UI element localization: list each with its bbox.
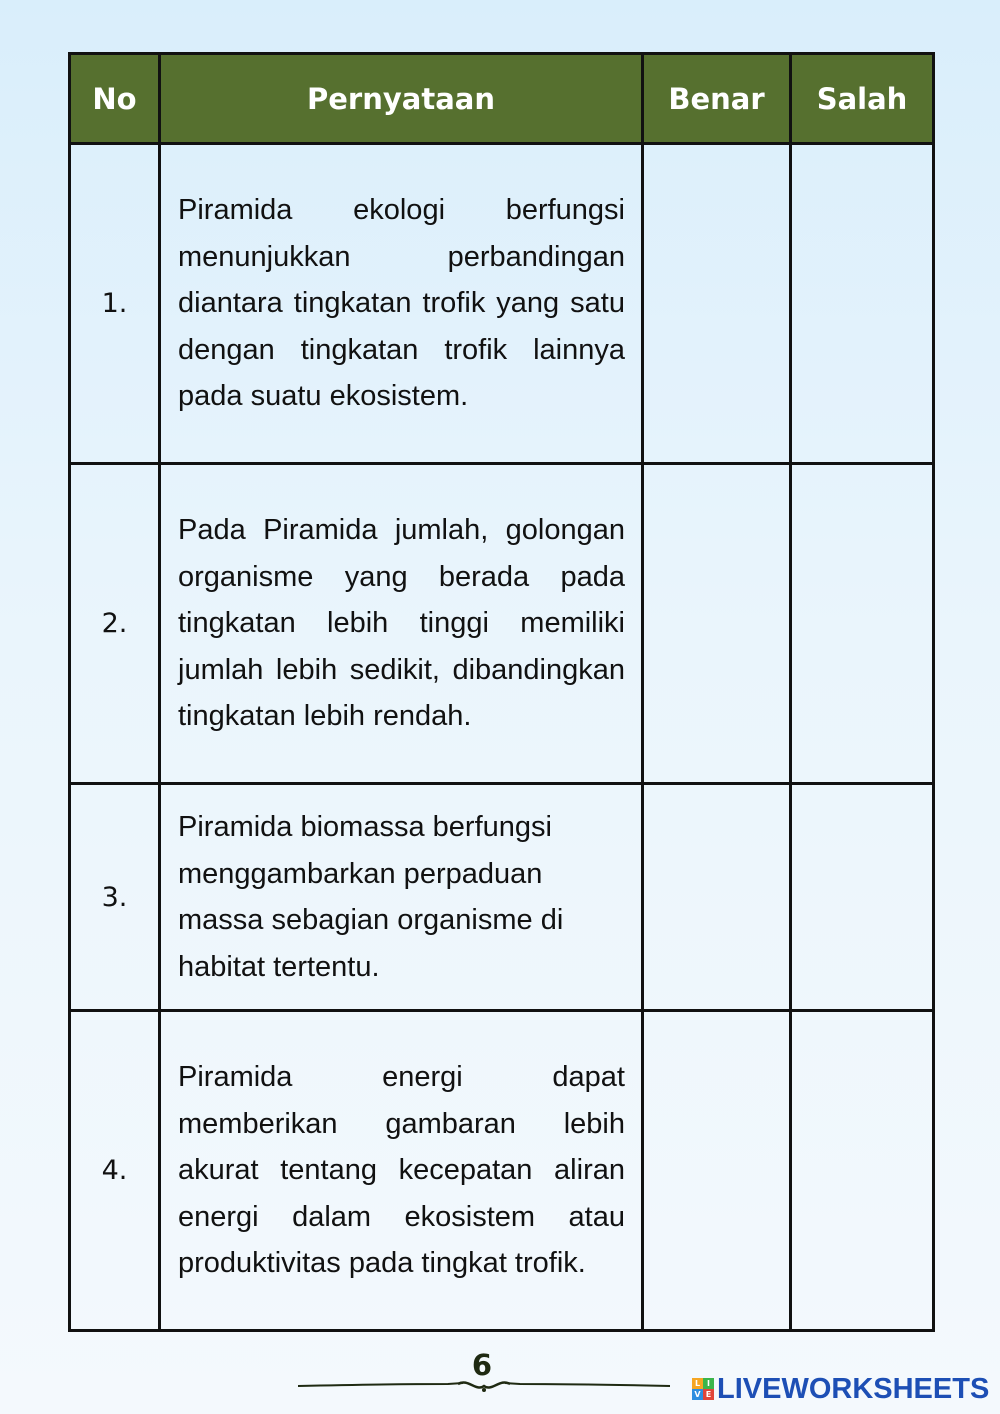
brand-name: LIVEWORKSHEETS	[717, 1372, 990, 1405]
row-number: 3.	[70, 784, 160, 1011]
header-true: Benar	[643, 54, 791, 144]
table-row	[70, 464, 934, 784]
answer-cell-true[interactable]	[643, 1011, 791, 1331]
answer-cell-false[interactable]	[791, 784, 934, 1011]
row-number: 4.	[70, 1011, 160, 1331]
statement-text: Pada Piramida jumlah, golongan organisme yang berada pada tingkatan lebih tinggi memiliki jumlah lebih sedikit, dibandingkan tingkatan lebih rendah.	[160, 464, 643, 784]
table-row	[70, 1011, 934, 1331]
row-number: 2.	[70, 464, 160, 784]
statement-text: Piramida energi dapat memberikan gambaran lebih akurat tentang kecepatan aliran energi dalam ekosistem atau produktivitas pada tingkat trofik.	[160, 1011, 643, 1331]
header-false: Salah	[791, 54, 934, 144]
answer-cell-true[interactable]	[643, 784, 791, 1011]
answer-cell-false[interactable]	[791, 1011, 934, 1331]
true-false-table	[68, 52, 935, 1332]
statement-text: Piramida biomassa berfungsi menggambarkan perpaduan massa sebagian organisme di habitat tertentu.	[160, 784, 643, 1011]
header-no: No	[70, 54, 160, 144]
table-row	[70, 784, 934, 1011]
page-number: 6	[471, 1348, 493, 1382]
liveworksheets-brand[interactable]	[692, 1372, 989, 1406]
answer-cell-false[interactable]	[791, 464, 934, 784]
logo-letter: V	[692, 1389, 703, 1400]
answer-cell-true[interactable]	[643, 144, 791, 464]
logo-letter: L	[692, 1378, 703, 1389]
table-row	[70, 144, 934, 464]
header-statement: Pernyataan	[160, 54, 643, 144]
logo-letter: E	[703, 1389, 714, 1400]
logo-letter: I	[703, 1378, 714, 1389]
liveworksheets-logo-icon	[692, 1378, 714, 1400]
answer-cell-true[interactable]	[643, 464, 791, 784]
table-header-row	[70, 54, 934, 144]
answer-cell-false[interactable]	[791, 144, 934, 464]
statement-text: Piramida ekologi berfungsi menunjukkan perbandingan diantara tingkatan trofik yang satu dengan tingkatan trofik lainnya pada suatu ekosistem.	[160, 144, 643, 464]
row-number: 1.	[70, 144, 160, 464]
